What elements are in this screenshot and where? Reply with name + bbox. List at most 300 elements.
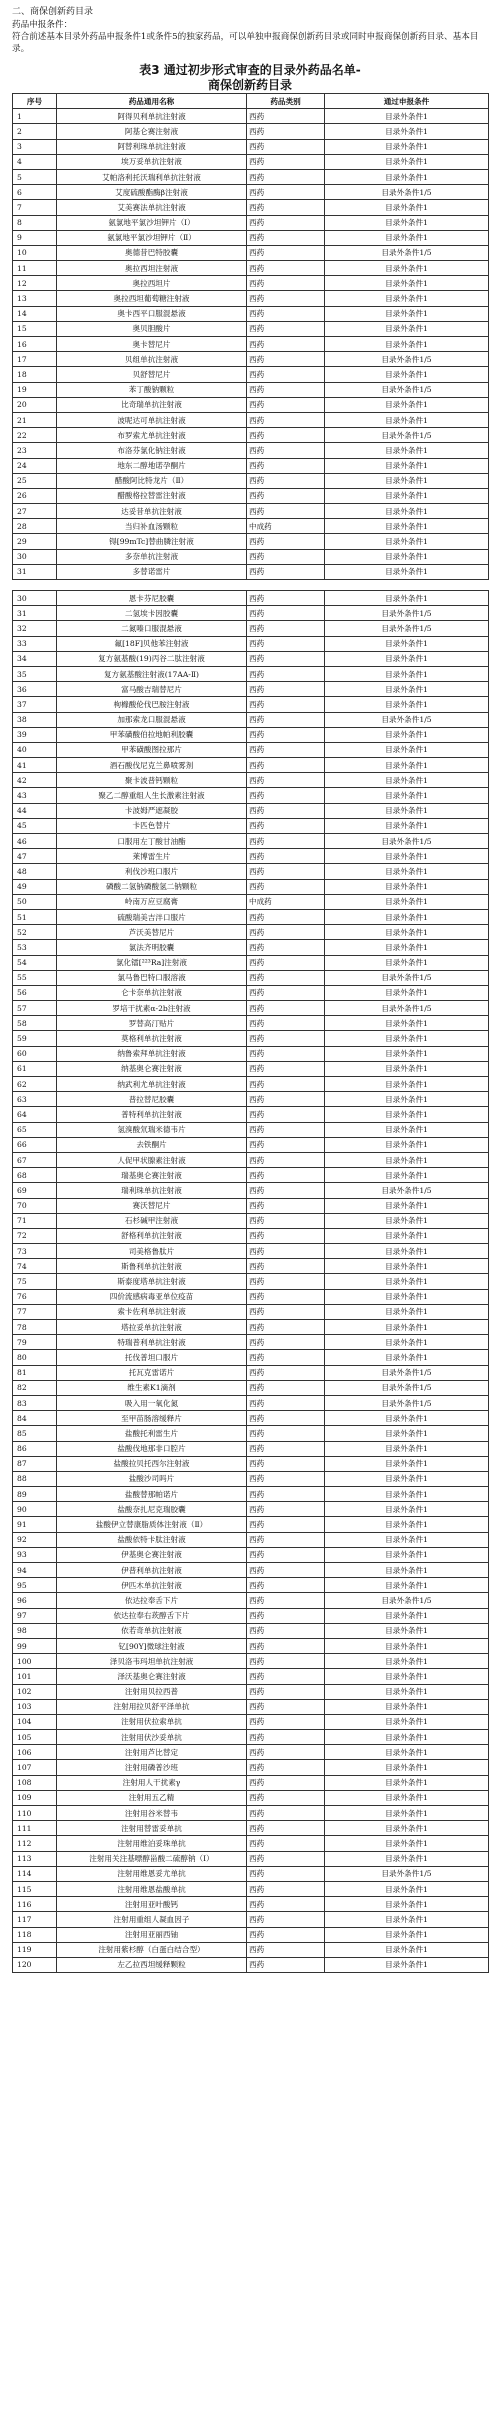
cell-condition: 目录外条件1: [325, 1957, 489, 1972]
cell-category: 西药: [247, 1198, 325, 1213]
cell-drug-name: 吸入用一氧化氮: [57, 1395, 247, 1410]
cell-condition: 目录外条件1: [325, 1669, 489, 1684]
cell-drug-name: 富马酸吉瑞替尼片: [57, 682, 247, 697]
cell-drug-name: 氯马鲁巴特口服溶液: [57, 970, 247, 985]
table-row: [13, 1821, 489, 1836]
table-row: [13, 504, 489, 519]
cell-drug-name: 普拉替尼胶囊: [57, 1092, 247, 1107]
cell-drug-name: 酒石酸伐尼克兰鼻喷雾剂: [57, 758, 247, 773]
cell-drug-name: 去铁酮片: [57, 1137, 247, 1152]
cell-condition: 目录外条件1: [325, 412, 489, 427]
table-row: [13, 849, 489, 864]
cell-category: 西药: [247, 139, 325, 154]
table-row: [13, 337, 489, 352]
cell-no: 11: [13, 261, 57, 276]
cell-drug-name: 复方氨基酸(19)丙谷二肽注射液: [57, 651, 247, 666]
table-row: [13, 1775, 489, 1790]
cell-category: 西药: [247, 200, 325, 215]
table-row: [13, 1198, 489, 1213]
table-row: [13, 1851, 489, 1866]
cell-no: 101: [13, 1669, 57, 1684]
cell-condition: 目录外条件1: [325, 1320, 489, 1335]
cell-drug-name: 四价流感病毒亚单位疫苗: [57, 1289, 247, 1304]
cell-condition: 目录外条件1: [325, 1927, 489, 1942]
cell-category: 西药: [247, 291, 325, 306]
cell-condition: 目录外条件1: [325, 1547, 489, 1562]
cell-condition: 目录外条件1: [325, 1563, 489, 1578]
cell-no: 98: [13, 1623, 57, 1638]
cell-condition: 目录外条件1: [325, 443, 489, 458]
cell-condition: 目录外条件1: [325, 894, 489, 909]
cell-category: 西药: [247, 382, 325, 397]
cell-condition: 目录外条件1: [325, 1213, 489, 1228]
cell-no: 88: [13, 1471, 57, 1486]
cell-drug-name: 泽贝洛韦玛坦单抗注射液: [57, 1654, 247, 1669]
table-body-part1: [13, 109, 489, 580]
table-row: [13, 682, 489, 697]
cell-drug-name: 注射用贝拉西普: [57, 1684, 247, 1699]
cell-drug-name: 利伐沙班口服片: [57, 864, 247, 879]
cell-condition: 目录外条件1: [325, 139, 489, 154]
cell-drug-name: 盐酸替那帕诺片: [57, 1487, 247, 1502]
cell-category: 西药: [247, 1350, 325, 1365]
cell-condition: 目录外条件1: [325, 1912, 489, 1927]
table-row: [13, 1061, 489, 1076]
table-row: [13, 666, 489, 681]
cell-condition: 目录外条件1: [325, 1335, 489, 1350]
cell-category: 西药: [247, 1638, 325, 1653]
table-row: [13, 473, 489, 488]
cell-no: 119: [13, 1942, 57, 1957]
cell-drug-name: 注射用伏拉索单抗: [57, 1714, 247, 1729]
cell-no: 78: [13, 1320, 57, 1335]
cell-condition: 目录外条件1: [325, 1897, 489, 1912]
cell-drug-name: 氯化镭[²²³Ra]注射液: [57, 955, 247, 970]
cell-condition: 目录外条件1: [325, 1198, 489, 1213]
cell-condition: 目录外条件1/5: [325, 245, 489, 260]
table-row: [13, 200, 489, 215]
table-row: [13, 1077, 489, 1092]
cell-no: 58: [13, 1016, 57, 1031]
table-row: [13, 1365, 489, 1380]
table-row: [13, 549, 489, 564]
cell-category: 西药: [247, 879, 325, 894]
cell-condition: 目录外条件1: [325, 200, 489, 215]
table-title-line2: 商保创新药目录: [207, 78, 292, 92]
cell-condition: 目录外条件1/5: [325, 1380, 489, 1395]
cell-no: 1: [13, 109, 57, 124]
table-row: [13, 1897, 489, 1912]
table-row: [13, 458, 489, 473]
cell-no: 73: [13, 1244, 57, 1259]
table-row: [13, 985, 489, 1000]
table-row: [13, 1623, 489, 1638]
cell-category: 西药: [247, 1061, 325, 1076]
cell-no: 17: [13, 352, 57, 367]
table-row: [13, 1836, 489, 1851]
cell-no: 40: [13, 742, 57, 757]
cell-category: 西药: [247, 428, 325, 443]
table-row: [13, 1289, 489, 1304]
cell-drug-name: 特瑞普利单抗注射液: [57, 1335, 247, 1350]
cell-condition: 目录外条件1: [325, 504, 489, 519]
cell-condition: 目录外条件1/5: [325, 621, 489, 636]
cell-no: 104: [13, 1714, 57, 1729]
cell-no: 44: [13, 803, 57, 818]
intro-body: 符合前述基本目录外药品申报条件1或条件5的独家药品，可以单独申报商保创新药目录或同时申报商保创新药目录、基本目录。: [12, 32, 479, 54]
cell-category: 西药: [247, 1942, 325, 1957]
cell-condition: 目录外条件1: [325, 1851, 489, 1866]
cell-condition: 目录外条件1: [325, 1289, 489, 1304]
cell-drug-name: 依若奇单抗注射液: [57, 1623, 247, 1638]
cell-no: 48: [13, 864, 57, 879]
cell-category: 西药: [247, 1471, 325, 1486]
cell-drug-name: 甲苯磺酸伯拉地帕利胶囊: [57, 727, 247, 742]
cell-category: 西药: [247, 1365, 325, 1380]
cell-no: 86: [13, 1441, 57, 1456]
cell-no: 14: [13, 306, 57, 321]
cell-category: 西药: [247, 773, 325, 788]
cell-drug-name: 奥拉西坦注射液: [57, 261, 247, 276]
cell-category: 西药: [247, 504, 325, 519]
cell-drug-name: 奥贝胆酸片: [57, 321, 247, 336]
cell-category: 西药: [247, 230, 325, 245]
table-row: [13, 215, 489, 230]
cell-condition: 目录外条件1/5: [325, 428, 489, 443]
table-row: [13, 124, 489, 139]
cell-no: 100: [13, 1654, 57, 1669]
cell-condition: 目录外条件1: [325, 940, 489, 955]
table-row: [13, 1532, 489, 1547]
cell-category: 西药: [247, 1137, 325, 1152]
cell-no: 57: [13, 1001, 57, 1016]
cell-no: 36: [13, 682, 57, 697]
cell-condition: 目录外条件1: [325, 1274, 489, 1289]
cell-condition: 目录外条件1: [325, 1031, 489, 1046]
cell-condition: 目录外条件1: [325, 909, 489, 924]
cell-category: 西药: [247, 306, 325, 321]
cell-category: 西药: [247, 1320, 325, 1335]
cell-no: 66: [13, 1137, 57, 1152]
table-title: [0, 63, 500, 93]
cell-drug-name: 聚卡波普钙颗粒: [57, 773, 247, 788]
table-row: [13, 1152, 489, 1167]
cell-category: 西药: [247, 1578, 325, 1593]
cell-category: 西药: [247, 697, 325, 712]
cell-no: 45: [13, 818, 57, 833]
table-row: [13, 1669, 489, 1684]
cell-category: 西药: [247, 1046, 325, 1061]
cell-drug-name: 贝组单抗注射液: [57, 352, 247, 367]
cell-condition: 目录外条件1: [325, 1760, 489, 1775]
cell-category: 西药: [247, 458, 325, 473]
cell-condition: 目录外条件1: [325, 1623, 489, 1638]
cell-no: 35: [13, 666, 57, 681]
cell-category: 西药: [247, 1289, 325, 1304]
cell-drug-name: 多替诺雷片: [57, 564, 247, 579]
cell-condition: 目录外条件1: [325, 955, 489, 970]
cell-category: 西药: [247, 1228, 325, 1243]
cell-category: 西药: [247, 1927, 325, 1942]
cell-drug-name: 多奈单抗注射液: [57, 549, 247, 564]
cell-drug-name: 地东二醇地诺孕酮片: [57, 458, 247, 473]
cell-no: 67: [13, 1152, 57, 1167]
table-row: [13, 1168, 489, 1183]
cell-condition: 目录外条件1: [325, 1699, 489, 1714]
cell-condition: 目录外条件1: [325, 276, 489, 291]
cell-category: 西药: [247, 1244, 325, 1259]
table-row: [13, 1350, 489, 1365]
cell-condition: 目录外条件1: [325, 742, 489, 757]
cell-condition: 目录外条件1: [325, 773, 489, 788]
cell-drug-name: 纳武利尤单抗注射液: [57, 1077, 247, 1092]
cell-drug-name: 盐酸伊立替康脂质体注射液（Ⅱ）: [57, 1517, 247, 1532]
cell-drug-name: 纳鲁索拜单抗注射液: [57, 1046, 247, 1061]
table-row: [13, 564, 489, 579]
cell-no: 112: [13, 1836, 57, 1851]
cell-category: 西药: [247, 591, 325, 606]
cell-category: 西药: [247, 1608, 325, 1623]
cell-no: 33: [13, 636, 57, 651]
cell-drug-name: 贝舒替尼片: [57, 367, 247, 382]
cell-condition: 目录外条件1: [325, 666, 489, 681]
table-row: [13, 488, 489, 503]
table-row: [13, 1456, 489, 1471]
cell-no: 77: [13, 1304, 57, 1319]
table-row: [13, 412, 489, 427]
cell-drug-name: 阿得贝利单抗注射液: [57, 109, 247, 124]
cell-condition: 目录外条件1/5: [325, 1365, 489, 1380]
cell-drug-name: 氯法齐明胶囊: [57, 940, 247, 955]
cell-drug-name: 注射用亚叶酸钙: [57, 1897, 247, 1912]
cell-condition: 目录外条件1: [325, 1441, 489, 1456]
cell-no: 76: [13, 1289, 57, 1304]
cell-no: 2: [13, 124, 57, 139]
cell-condition: 目录外条件1: [325, 925, 489, 940]
table-row: [13, 169, 489, 184]
cell-no: 75: [13, 1274, 57, 1289]
table-row: [13, 382, 489, 397]
cell-no: 120: [13, 1957, 57, 1972]
cell-drug-name: 盐酸依特卡肽注射液: [57, 1532, 247, 1547]
cell-no: 47: [13, 849, 57, 864]
table-row: [13, 230, 489, 245]
table-row: [13, 1213, 489, 1228]
cell-condition: 目录外条件1/5: [325, 382, 489, 397]
cell-no: 99: [13, 1638, 57, 1653]
table-row: [13, 1244, 489, 1259]
cell-condition: 目录外条件1: [325, 473, 489, 488]
cell-no: 34: [13, 651, 57, 666]
cell-drug-name: 索卡佐利单抗注射液: [57, 1304, 247, 1319]
cell-condition: 目录外条件1: [325, 488, 489, 503]
cell-no: 6: [13, 185, 57, 200]
cell-condition: 目录外条件1: [325, 1775, 489, 1790]
cell-no: 37: [13, 697, 57, 712]
table-row: [13, 139, 489, 154]
cell-condition: 目录外条件1: [325, 367, 489, 382]
cell-drug-name: 盐酸拉贝托西尔注射液: [57, 1456, 247, 1471]
cell-no: 30: [13, 549, 57, 564]
cell-drug-name: 纳基奥仑赛注射液: [57, 1061, 247, 1076]
cell-drug-name: 塔拉妥单抗注射液: [57, 1320, 247, 1335]
cell-category: 西药: [247, 1335, 325, 1350]
cell-category: 西药: [247, 397, 325, 412]
cell-no: 107: [13, 1760, 57, 1775]
cell-no: 29: [13, 534, 57, 549]
cell-category: 西药: [247, 1714, 325, 1729]
cell-drug-name: 氟[18F]贝他苯注射液: [57, 636, 247, 651]
table-row: [13, 109, 489, 124]
table-row: [13, 397, 489, 412]
cell-drug-name: 加那索龙口服混悬液: [57, 712, 247, 727]
table-row: [13, 1957, 489, 1972]
cell-condition: 目录外条件1: [325, 1608, 489, 1623]
cell-condition: 目录外条件1: [325, 1942, 489, 1957]
cell-drug-name: 注射用人干扰素γ: [57, 1775, 247, 1790]
cell-no: 20: [13, 397, 57, 412]
cell-condition: 目录外条件1: [325, 1259, 489, 1274]
cell-no: 116: [13, 1897, 57, 1912]
cell-no: 24: [13, 458, 57, 473]
table-row: [13, 1806, 489, 1821]
cell-condition: 目录外条件1: [325, 1881, 489, 1896]
cell-category: 西药: [247, 1684, 325, 1699]
cell-drug-name: 注射用重组人凝血因子: [57, 1912, 247, 1927]
table-row: [13, 955, 489, 970]
cell-drug-name: 恩卡芬尼胶囊: [57, 591, 247, 606]
cell-category: 西药: [247, 849, 325, 864]
cell-drug-name: 阿基仑赛注射液: [57, 124, 247, 139]
table-row: [13, 591, 489, 606]
cell-drug-name: 注射用芦比替定: [57, 1745, 247, 1760]
cell-category: 西药: [247, 1411, 325, 1426]
table-row: [13, 1046, 489, 1061]
table-row: [13, 1320, 489, 1335]
cell-condition: 目录外条件1: [325, 306, 489, 321]
cell-drug-name: 艾度硫酸酯酶β注射液: [57, 185, 247, 200]
table-row: [13, 1790, 489, 1805]
cell-drug-name: 伊普利单抗注射液: [57, 1563, 247, 1578]
table-row: [13, 1304, 489, 1319]
cell-category: 西药: [247, 245, 325, 260]
cell-condition: 目录外条件1: [325, 1411, 489, 1426]
cell-category: 西药: [247, 1593, 325, 1608]
cell-drug-name: 注射用磷普沙班: [57, 1760, 247, 1775]
cell-category: 西药: [247, 712, 325, 727]
cell-drug-name: 口服用左丁酸甘油酯: [57, 834, 247, 849]
table-row: [13, 367, 489, 382]
cell-no: 83: [13, 1395, 57, 1410]
table-row: [13, 1380, 489, 1395]
cell-condition: 目录外条件1: [325, 321, 489, 336]
cell-category: 西药: [247, 367, 325, 382]
cell-drug-name: 卡波姆严遮凝胶: [57, 803, 247, 818]
table-row: [13, 1259, 489, 1274]
cell-category: 西药: [247, 1699, 325, 1714]
cell-drug-name: 醋酸格拉替雷注射液: [57, 488, 247, 503]
cell-drug-name: 左乙拉西坦缓释颗粒: [57, 1957, 247, 1972]
cell-condition: 目录外条件1: [325, 1790, 489, 1805]
cell-condition: 目录外条件1: [325, 697, 489, 712]
cell-no: 51: [13, 909, 57, 924]
cell-condition: 目录外条件1: [325, 534, 489, 549]
cell-condition: 目录外条件1/5: [325, 1395, 489, 1410]
cell-condition: 目录外条件1: [325, 1016, 489, 1031]
drug-table-part2: [12, 590, 489, 1973]
table-row: [13, 1730, 489, 1745]
cell-drug-name: 伊基奥仑赛注射液: [57, 1547, 247, 1562]
cell-condition: 目录外条件1: [325, 1122, 489, 1137]
cell-drug-name: 枸橼酸伦伐巴胺注射液: [57, 697, 247, 712]
table-row: [13, 1001, 489, 1016]
table-row: [13, 1638, 489, 1653]
cell-drug-name: 注射用维恩妥尤单抗: [57, 1866, 247, 1881]
cell-condition: 目录外条件1: [325, 215, 489, 230]
cell-no: 25: [13, 473, 57, 488]
cell-drug-name: 注射用紫杉醇（白蛋白结合型）: [57, 1942, 247, 1957]
cell-category: 西药: [247, 276, 325, 291]
table-row: [13, 1487, 489, 1502]
cell-condition: 目录外条件1: [325, 1137, 489, 1152]
cell-drug-name: 注射用维恩盐酸单抗: [57, 1881, 247, 1896]
cell-drug-name: 锝[99mTc]替曲膦注射液: [57, 534, 247, 549]
table-row: [13, 636, 489, 651]
table-row: [13, 940, 489, 955]
cell-category: 西药: [247, 1259, 325, 1274]
cell-category: 西药: [247, 985, 325, 1000]
cell-category: 西药: [247, 1456, 325, 1471]
cell-no: 113: [13, 1851, 57, 1866]
table-row: [13, 321, 489, 336]
cell-drug-name: 岭南万应豆腐膏: [57, 894, 247, 909]
cell-category: 西药: [247, 1077, 325, 1092]
table-row: [13, 712, 489, 727]
cell-drug-name: 罗替高汀贴片: [57, 1016, 247, 1031]
table-row: [13, 970, 489, 985]
table-row: [13, 742, 489, 757]
cell-no: 32: [13, 621, 57, 636]
cell-condition: 目录外条件1: [325, 682, 489, 697]
cell-condition: 目录外条件1: [325, 1487, 489, 1502]
cell-condition: 目录外条件1/5: [325, 185, 489, 200]
cell-no: 105: [13, 1730, 57, 1745]
cell-category: 西药: [247, 488, 325, 503]
cell-condition: 目录外条件1: [325, 1228, 489, 1243]
cell-no: 115: [13, 1881, 57, 1896]
cell-no: 5: [13, 169, 57, 184]
cell-category: 西药: [247, 955, 325, 970]
cell-category: 西药: [247, 909, 325, 924]
cell-category: 西药: [247, 970, 325, 985]
cell-drug-name: 盐酸伐地那非口腔片: [57, 1441, 247, 1456]
cell-condition: 目录外条件1: [325, 337, 489, 352]
cell-category: 西药: [247, 1426, 325, 1441]
cell-no: 63: [13, 1092, 57, 1107]
cell-condition: 目录外条件1: [325, 1152, 489, 1167]
cell-condition: 目录外条件1: [325, 261, 489, 276]
cell-no: 94: [13, 1563, 57, 1578]
table-row: [13, 803, 489, 818]
cell-condition: 目录外条件1: [325, 1517, 489, 1532]
cell-no: 70: [13, 1198, 57, 1213]
cell-no: 28: [13, 519, 57, 534]
cell-drug-name: 布罗索尤单抗注射液: [57, 428, 247, 443]
cell-condition: 目录外条件1: [325, 230, 489, 245]
cell-no: 55: [13, 970, 57, 985]
cell-category: 西药: [247, 1775, 325, 1790]
table-row: [13, 245, 489, 260]
